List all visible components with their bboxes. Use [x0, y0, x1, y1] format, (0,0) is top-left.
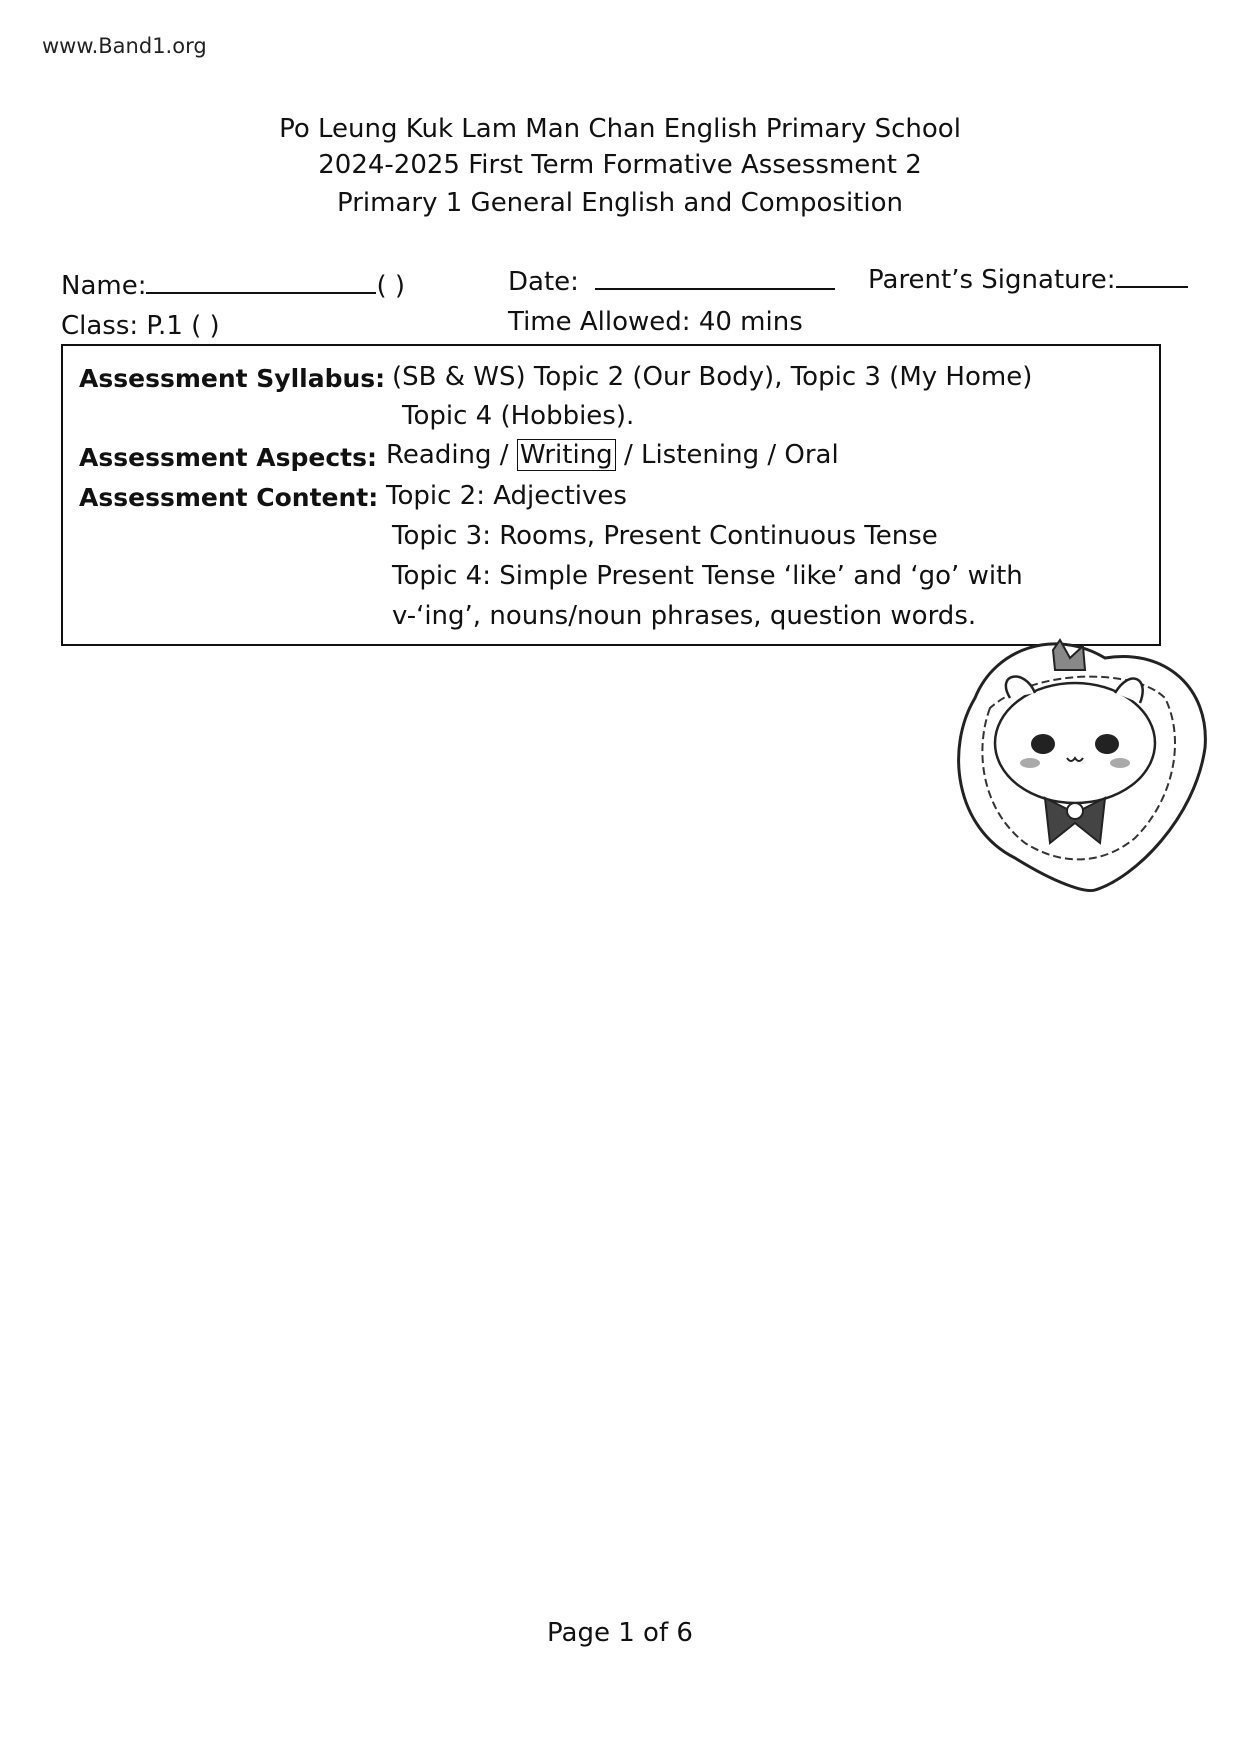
school-name: Po Leung Kuk Lam Man Chan English Primary School — [279, 114, 961, 144]
syllabus-line-2: Topic 4 (Hobbies). — [402, 401, 635, 431]
content-line-2: Topic 3: Rooms, Present Continuous Tense — [392, 521, 938, 551]
aspect-writing-selected: Writing — [517, 439, 616, 471]
date-field — [508, 266, 835, 297]
aspect-others: / Listening / Oral — [623, 440, 839, 470]
assessment-title: 2024-2025 First Term Formative Assessment 2 — [318, 150, 922, 180]
content-line-3: Topic 4: Simple Present Tense ‘like’ and ‘go’ with — [392, 561, 1023, 591]
class-number-parens: ( ) — [376, 271, 406, 301]
syllabus-label: Assessment Syllabus: — [79, 364, 386, 393]
aspects-label: Assessment Aspects: — [79, 443, 378, 472]
name-blank[interactable] — [146, 270, 376, 294]
date-label: Date: — [508, 267, 579, 297]
subject-title: Primary 1 General English and Composition — [337, 188, 903, 218]
mascot-illustration — [935, 628, 1220, 898]
aspect-reading: Reading / — [386, 440, 509, 470]
content-label: Assessment Content: — [79, 483, 379, 512]
name-label: Name: — [61, 271, 147, 301]
content-line-1: Topic 2: Adjectives — [386, 481, 627, 511]
page-number: Page 1 of 6 — [547, 1618, 693, 1648]
name-field — [61, 270, 405, 301]
watermark: www.Band1.org — [42, 34, 207, 58]
syllabus-line-1: (SB & WS) Topic 2 (Our Body), Topic 3 (My Home) — [392, 362, 1033, 392]
date-blank[interactable] — [595, 266, 835, 290]
content-line-4: v-‘ing’, nouns/noun phrases, question words. — [392, 601, 977, 631]
signature-field — [868, 264, 1188, 295]
aspects-value — [386, 440, 839, 470]
signature-label: Parent’s Signature: — [868, 265, 1116, 295]
signature-blank[interactable] — [1116, 264, 1188, 288]
class-field: Class: P.1 ( ) — [61, 311, 220, 341]
time-allowed: Time Allowed: 40 mins — [508, 307, 803, 337]
